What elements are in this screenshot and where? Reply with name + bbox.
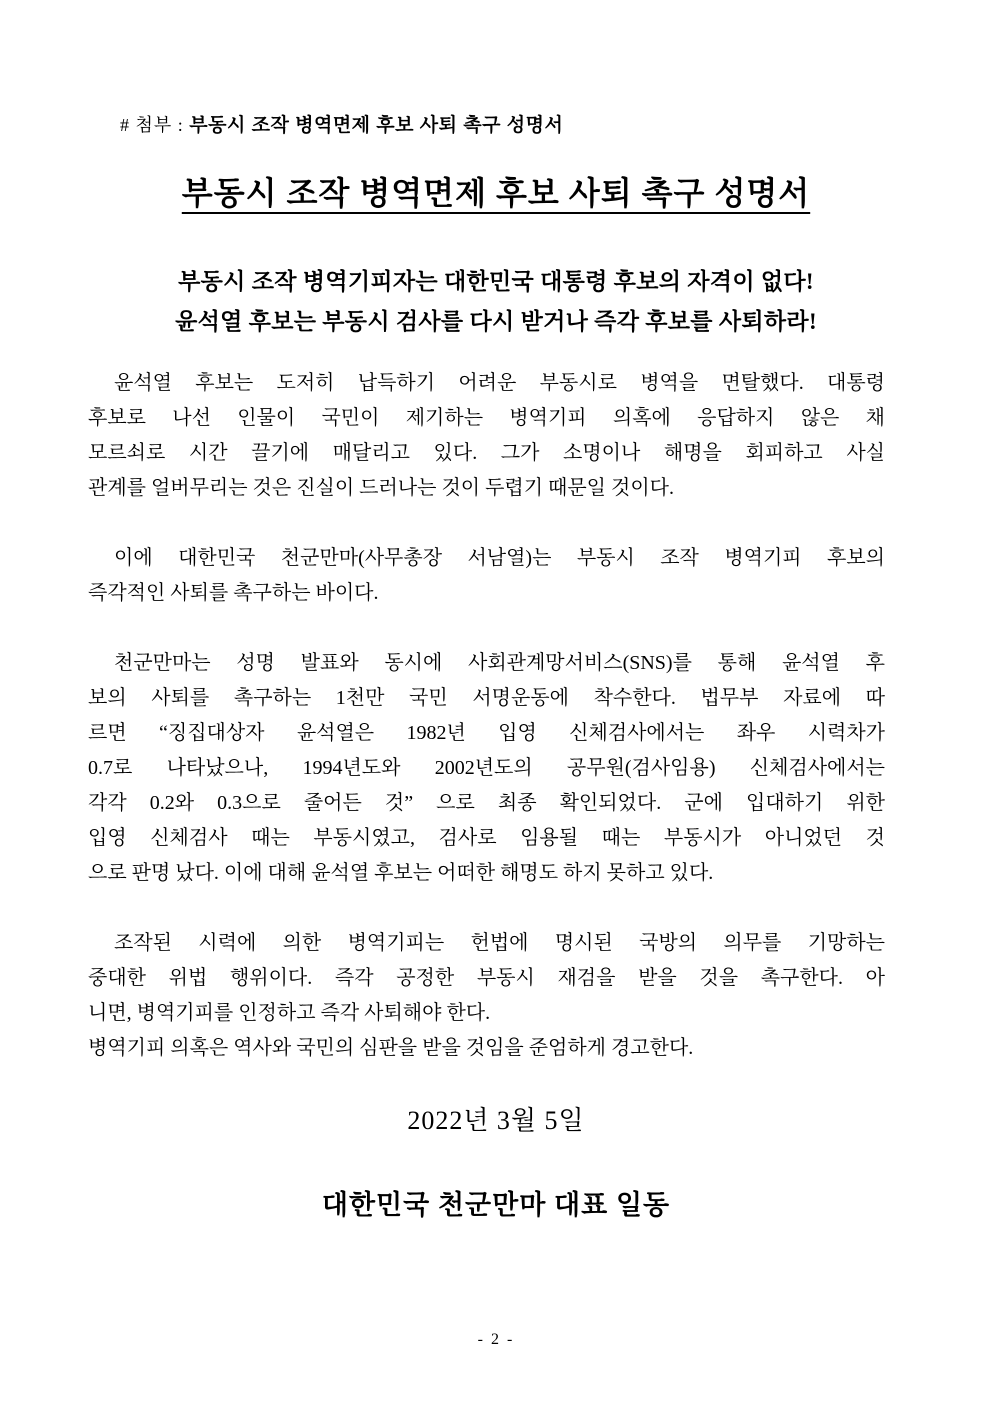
body-line: 관계를 얼버무리는 것은 진실이 드러나는 것이 두렵기 때문일 것이다. [88, 477, 674, 499]
body-line: 중대한 위법 행위이다. 즉각 공정한 부동시 재검을 받을 것을 촉구한다. 아 [88, 967, 885, 989]
body-line: 보의 사퇴를 촉구하는 1천만 국민 서명운동에 착수한다. 법무부 자료에 따 [88, 687, 885, 709]
body-line: 르면 “징집대상자 윤석열은 1982년 입영 신체검사에서는 좌우 시력차가 [88, 722, 885, 744]
paragraph [88, 366, 885, 506]
page-number: - 2 - [477, 1331, 515, 1348]
body-line: 모르쇠로 시간 끌기에 매달리고 있다. 그가 소명이나 해명을 회피하고 사실 [88, 442, 885, 464]
attachment-prefix: # 첨부 : [120, 115, 190, 135]
document-title-text: 부동시 조작 병역면제 후보 사퇴 촉구 성명서 [181, 175, 811, 211]
body-line: 이에 대한민국 천군만마(사무총장 서남열)는 부동시 조작 병역기피 후보의 [114, 547, 885, 569]
attachment-subject: 부동시 조작 병역면제 후보 사퇴 촉구 성명서 [189, 115, 564, 136]
document-date: 2022년 3월 5일 [407, 1106, 585, 1135]
paragraph [88, 926, 885, 1066]
paragraph [88, 646, 885, 891]
slogan-block [0, 262, 992, 342]
document-body [88, 366, 885, 1066]
body-line: 즉각적인 사퇴를 촉구하는 바이다. [88, 582, 379, 604]
body-line: 으로 판명 났다. 이에 대해 윤석열 후보는 어떠한 해명도 하지 못하고 있다. [88, 862, 714, 884]
body-line: 입영 신체검사 때는 부동시였고, 검사로 임용될 때는 부동시가 아니었던 것 [88, 827, 885, 849]
body-line: 각각 0.2와 0.3으로 줄어든 것” 으로 최종 확인되었다. 군에 입대하기 위한 [88, 792, 885, 814]
body-line: 후보로 나선 인물이 국민이 제기하는 병역기피 의혹에 응답하지 않은 채 [88, 407, 885, 429]
slogan-line-2: 윤석열 후보는 부동시 검사를 다시 받거나 즉각 후보를 사퇴하라! [175, 309, 817, 334]
body-line: 병역기피 의혹은 역사와 국민의 심판을 받을 것임을 준엄하게 경고한다. [88, 1037, 694, 1059]
body-line: 윤석열 후보는 도저히 납득하기 어려운 부동시로 병역을 면탈했다. 대통령 [114, 372, 885, 394]
body-line: 0.7로 나타났으나, 1994년도와 2002년도의 공무원(검사임용) 신체검사에서는 [88, 757, 885, 779]
slogan-line-1: 부동시 조작 병역기피자는 대한민국 대통령 후보의 자격이 없다! [178, 269, 814, 294]
body-line: 천군만마는 성명 발표와 동시에 사회관계망서비스(SNS)를 통해 윤석열 후 [114, 652, 885, 674]
attachment-line [120, 110, 563, 137]
document-title [0, 168, 992, 214]
body-line: 니면, 병역기피를 인정하고 즉각 사퇴해야 한다. [88, 1002, 491, 1024]
paragraph [88, 541, 885, 611]
body-line: 조작된 시력에 의한 병역기피는 헌법에 명시된 국방의 의무를 기망하는 [114, 932, 885, 954]
document-signature: 대한민국 천군만마 대표 일동 [321, 1190, 671, 1220]
